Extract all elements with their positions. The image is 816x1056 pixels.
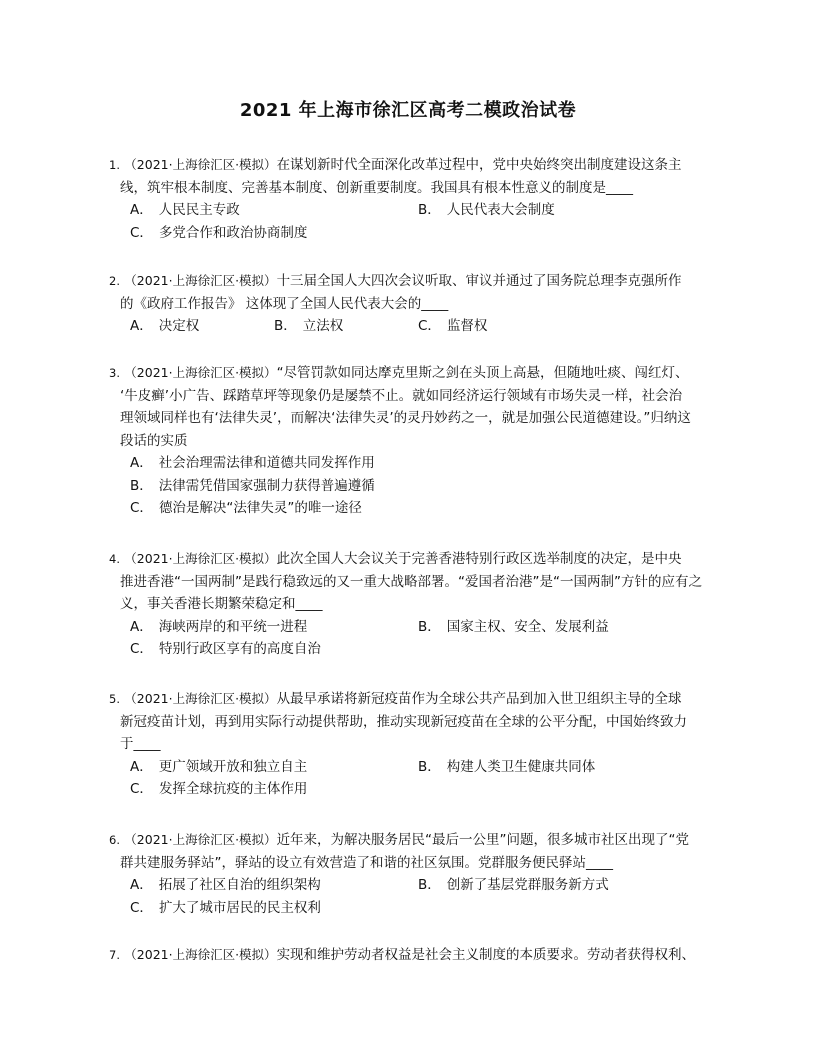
option-b[interactable]: B． 创新了基层党群服务新方式 (418, 877, 609, 893)
options-row (109, 452, 729, 475)
options-row (109, 638, 729, 661)
question-source: （2021·上海徐汇区·模拟） (124, 691, 277, 706)
option-b[interactable]: B． 构建人类卫生健康共同体 (418, 758, 596, 775)
option-b[interactable]: B． 人民代表大会制度 (418, 202, 555, 218)
option-c[interactable]: C． 监督权 (418, 318, 488, 334)
option-a[interactable]: A． 决定权 (130, 318, 200, 334)
question-number: 4. (109, 552, 120, 566)
options-row (109, 778, 729, 801)
options-row (109, 874, 729, 897)
question-text: 实现和维护劳动者权益是社会主义制度的本质要求。劳动者获得权利、 (276, 947, 696, 963)
question-source: （2021·上海徐汇区·模拟） (124, 273, 277, 288)
option-b[interactable]: B． 国家主权、安全、发展利益 (418, 618, 609, 635)
question-text: 在谋划新时代全面深化改革过程中，党中央始终突出制度建设这条主 (276, 157, 682, 173)
question-number: 1. (109, 158, 120, 172)
option-c[interactable]: C． 扩大了城市居民的民主权利 (130, 899, 321, 916)
option-b[interactable]: B． 立法权 (274, 318, 344, 334)
question-text: 近年来，为解决服务居民“最后一公里”问题，很多城市社区出现了“党 (276, 832, 690, 848)
question-number: 5. (109, 692, 120, 706)
question-3 (109, 362, 729, 520)
question-line (109, 829, 729, 852)
question-number: 3. (109, 366, 120, 380)
question-line (109, 548, 729, 571)
question-text: 义，事关香港长期繁荣稳定和____ (120, 596, 323, 612)
options-row (109, 199, 729, 222)
question-text: 的《政府工作报告》 这体现了全国人民代表大会的____ (120, 295, 449, 312)
question-6 (109, 829, 729, 919)
options-row (109, 497, 729, 520)
option-a[interactable]: A． 拓展了社区自治的组织架构 (130, 877, 321, 893)
options-row (109, 475, 729, 498)
question-7 (109, 944, 729, 967)
options-row (109, 897, 729, 920)
question-source: （2021·上海徐汇区·模拟） (124, 551, 277, 566)
question-text: 于____ (120, 736, 161, 752)
option-b[interactable]: B． 法律需凭借国家强制力获得普遍遵循 (130, 477, 375, 494)
question-1 (109, 154, 729, 244)
question-text: 群共建服务驿站”，驿站的设立有效营造了和谐的社区氛围。党群服务便民驿站____ (120, 854, 613, 871)
page-title: 2021 年上海市徐汇区高考二模政治试卷 (239, 100, 577, 121)
question-text: ‘牛皮癣’小广告、踩踏草坪等现象仍是屡禁不止。就如同经济运行领域有市场失灵一样，社会治 (120, 387, 683, 404)
option-a[interactable]: A． 更广领域开放和独立自主 (130, 758, 308, 775)
options-row (109, 756, 729, 779)
option-c[interactable]: C． 德治是解决“法律失灵”的唯一途径 (130, 500, 362, 516)
question-line (109, 362, 729, 385)
question-text: 十三届全国人大四次会议听取、审议并通过了国务院总理李克强所作 (276, 273, 682, 289)
question-2 (109, 270, 729, 338)
option-a[interactable]: A． 社会治理需法律和道德共同发挥作用 (130, 455, 375, 471)
question-number: 2. (109, 274, 120, 288)
question-line (109, 944, 729, 967)
question-line (109, 270, 729, 293)
question-text: 此次全国人大会议关于完善香港特别行政区选举制度的决定，是中央 (276, 551, 682, 567)
question-text: 线，筑牢根本制度、完善基本制度、创新重要制度。我国具有根本性意义的制度是____ (120, 179, 633, 196)
option-c[interactable]: C． 发挥全球抗疫的主体作用 (130, 781, 308, 797)
question-source: （2021·上海徐汇区·模拟） (124, 832, 277, 847)
question-4 (109, 548, 729, 661)
question-source: （2021·上海徐汇区·模拟） (124, 947, 277, 962)
option-c[interactable]: C． 特别行政区享有的高度自治 (130, 641, 321, 657)
question-text: 新冠疫苗计划，再到用实际行动提供帮助，推动实现新冠疫苗在全球的公平分配，中国始终致力 (120, 713, 687, 730)
options-row (109, 616, 729, 639)
option-a[interactable]: A． 海峡两岸的和平统一进程 (130, 618, 308, 635)
question-source: （2021·上海徐汇区·模拟） (124, 157, 277, 172)
question-number: 6. (109, 833, 120, 847)
question-number: 7. (109, 948, 120, 962)
question-text: 段话的实质 (120, 432, 188, 449)
options-row (109, 315, 729, 338)
option-c[interactable]: C． 多党合作和政治协商制度 (130, 224, 308, 241)
option-a[interactable]: A． 人民民主专政 (130, 202, 240, 218)
question-line (109, 688, 729, 711)
question-text: 理领域同样也有‘法律失灵’，而解决‘法律失灵’的灵丹妙药之一，就是加强公民道德建设。”归纳这 (120, 410, 691, 426)
question-source: （2021·上海徐汇区·模拟） (124, 365, 277, 380)
question-text: 推进香港“一国两制”是践行稳致远的又一重大战略部署。“爱国者治港”是“一国两制”方针的应有之 (120, 573, 702, 590)
options-row (109, 222, 729, 245)
question-line (109, 154, 729, 177)
question-text: 从最早承诺将新冠疫苗作为全球公共产品到加入世卫组织主导的全球 (276, 691, 682, 707)
question-5 (109, 688, 729, 801)
question-text: “尽管罚款如同达摩克里斯之剑在头顶上高悬，但随地吐痰、闯红灯、 (276, 365, 689, 381)
